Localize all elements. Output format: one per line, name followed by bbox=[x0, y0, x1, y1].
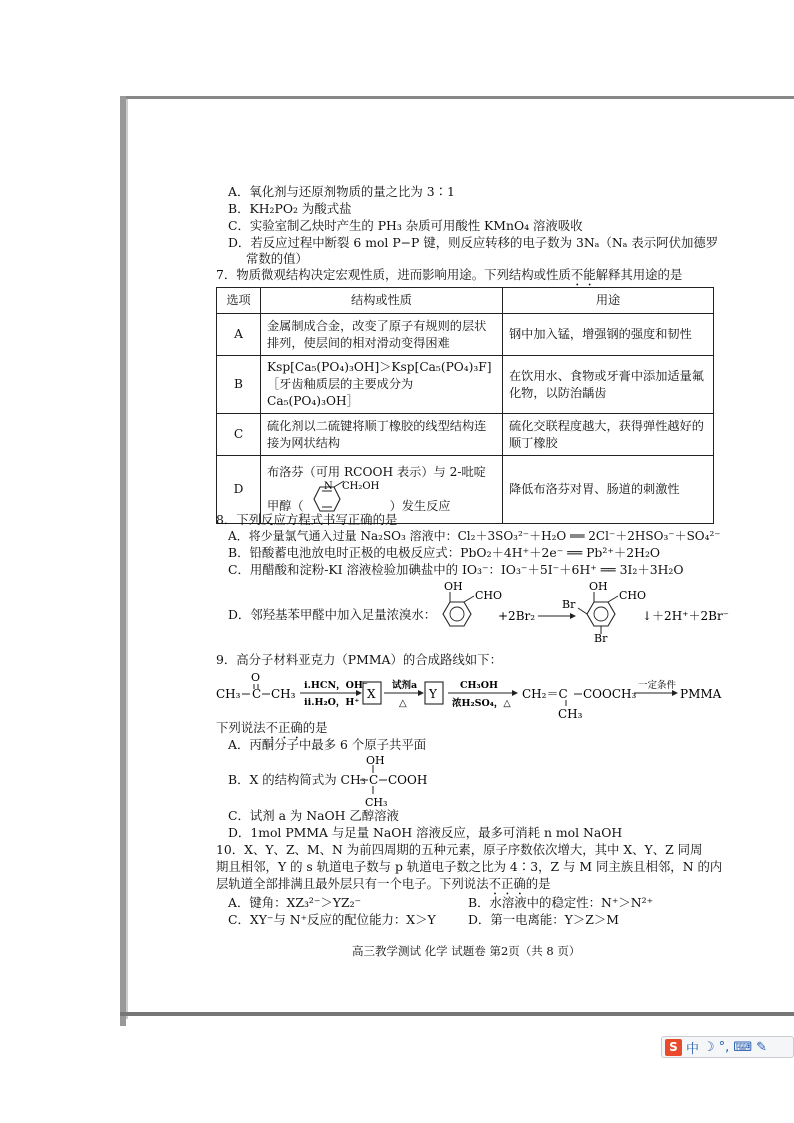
q7-row-a-option: A bbox=[217, 314, 261, 356]
q9-option-b bbox=[228, 772, 366, 788]
ime-language-toggle[interactable]: 中 bbox=[686, 1041, 700, 1057]
q9-synthesis-route bbox=[214, 668, 724, 720]
monomer-left: CH₂＝C bbox=[522, 687, 568, 701]
monomer-right: COOCH₃ bbox=[583, 687, 637, 701]
q7-row-b-use: 在饮用水、食物或牙膏中添加适量氟化物，以防治龋齿 bbox=[503, 356, 714, 414]
page-footer: 高三教学测试 化学 试题卷 第2页（共 8 页） bbox=[352, 944, 581, 958]
cond4-top: 一定条件 bbox=[638, 680, 677, 691]
q10-option-d: D．第一电离能：Y＞Z＞M bbox=[468, 912, 619, 927]
acetone-carbon: C bbox=[252, 687, 262, 701]
tools-icon[interactable]: ✎ bbox=[756, 1039, 767, 1055]
acetone-oxygen: O bbox=[251, 671, 261, 684]
q9-x-structure bbox=[360, 754, 450, 810]
q7-row-d-struct-line2b: ）发生反应 bbox=[389, 499, 451, 513]
q7-table-header bbox=[217, 288, 714, 314]
reactant-benzene-ring bbox=[443, 602, 471, 626]
product-cho-label: CHO bbox=[619, 589, 647, 602]
q7-stem-suffix: 解释其用途的是 bbox=[595, 267, 683, 282]
intermediate-x: X bbox=[367, 687, 376, 701]
q8-option-b: B．铅酸蓄电池放电时正极的电极反应式：PbO₂＋4H⁺＋2e⁻ ══ Pb²⁺＋2H₂O bbox=[228, 545, 661, 560]
q7-row-a-struct: 金属制成合金，改变了原子有规则的层状排列，使层间的相对滑动变得困难 bbox=[261, 314, 503, 356]
q7-row-d-struct-line2a: 甲醇（ bbox=[267, 499, 304, 513]
pyridine-ch2oh-label: CH₂OH bbox=[341, 481, 379, 492]
q10-stem-line3-emph: 不正确 bbox=[488, 876, 526, 891]
cond1-bottom: ii.H₂O，H⁺ bbox=[304, 697, 360, 708]
q6-option-d: D．若反应过程中断裂 6 mol P−P 键，则反应转移的电子数为 3Nₐ（Nₐ 表示阿伏加德罗 bbox=[228, 235, 719, 250]
q8-d-reaction bbox=[430, 580, 730, 645]
q8-option-a: A．将少量氯气通入过量 Na₂SO₃ 溶液中：Cl₂＋3SO₃²⁻＋H₂O ══ 2Cl⁻＋2HSO₃⁻＋SO₄²⁻ bbox=[228, 529, 721, 543]
q6-option-b: B．KH₂PO₂ 为酸式盐 bbox=[228, 201, 352, 216]
punctuation-icon[interactable]: °, bbox=[718, 1039, 730, 1055]
reactant-cho-label: CHO bbox=[475, 589, 503, 602]
pyridine-n-label: N bbox=[323, 481, 333, 492]
acetone-left: CH₃ bbox=[216, 687, 241, 701]
monomer-methyl: CH₃ bbox=[558, 707, 583, 721]
q7-row-c-use: 硫化交联程度越大，获得弹性越好的顺丁橡胶 bbox=[503, 414, 714, 456]
page-frame-left-inner bbox=[126, 99, 128, 1019]
q7-header-use: 用途 bbox=[503, 288, 714, 314]
cond1-top: i.HCN，OH⁻ bbox=[304, 680, 368, 691]
q7-row-c bbox=[217, 414, 714, 456]
q10-stem-line3-suffix: 的是 bbox=[525, 876, 551, 891]
q9-question-prefix: 下列说法 bbox=[216, 720, 266, 735]
pyridine-methanol-structure bbox=[304, 481, 390, 515]
q8-stem: 8．下列反应方程式书写正确的是 bbox=[216, 512, 398, 527]
q7-stem-prefix: 7．物质微观结构决定宏观性质，进而影响用途。下列结构或性质 bbox=[216, 267, 571, 282]
q7-header-struct: 结构或性质 bbox=[261, 288, 503, 314]
q7-row-d-use: 降低布洛芬对胃、肠道的刺激性 bbox=[503, 456, 714, 524]
q7-row-a-use: 钢中加入锰，增强钢的强度和韧性 bbox=[503, 314, 714, 356]
q9-question-emph: 不正确 bbox=[265, 720, 303, 735]
cond2-bottom: △ bbox=[399, 698, 407, 709]
q7-header-option: 选项 bbox=[217, 288, 261, 314]
ime-toolbar[interactable] bbox=[661, 1036, 794, 1058]
q7-row-c-struct: 硫化剂以二硫键将顺丁橡胶的线型结构连接为网状结构 bbox=[261, 414, 503, 456]
q6-option-c: C．实验室制乙炔时产生的 PH₃ 杂质可用酸性 KMnO₄ 溶液吸收 bbox=[228, 218, 583, 233]
x-structure-cooh: COOH bbox=[388, 773, 428, 787]
x-structure-ch3: CH₃ bbox=[365, 796, 388, 809]
q7-row-d-option: D bbox=[217, 456, 261, 524]
q6-option-a: A．氧化剂与还原剂物质的量之比为 3∶1 bbox=[228, 184, 455, 199]
cond3-top: CH₃OH bbox=[460, 680, 498, 691]
q10-option-a: A．键角：XZ₃²⁻＞YZ₂⁻ bbox=[228, 895, 362, 910]
q7-table bbox=[216, 287, 714, 524]
q8-option-d-prefix: D．邻羟基苯甲醛中加入足量浓溴水： bbox=[228, 607, 437, 622]
q10-stem-line1: 10．X、Y、Z、M、N 为前四周期的五种元素，原子序数依次增大，其中 X、Y、Z 同周 bbox=[216, 842, 703, 857]
q7-row-d-struct-line1: 布洛芬（可用 RCOOH 表示）与 2-吡啶 bbox=[267, 465, 486, 479]
q7-stem bbox=[216, 267, 682, 289]
x-structure-oh: OH bbox=[366, 754, 385, 767]
q9-question-suffix: 的是 bbox=[302, 720, 328, 735]
moon-icon[interactable]: ☽ bbox=[703, 1039, 715, 1055]
cond2-top: 试剂a bbox=[392, 680, 418, 691]
q9-option-a: A．丙酮分子中最多 6 个原子共平面 bbox=[228, 737, 427, 752]
product-oh-label: OH bbox=[589, 580, 608, 593]
q10-option-c: C．XY⁻与 N⁺反应的配位能力：X＞Y bbox=[228, 912, 436, 927]
product-pmma: PMMA bbox=[680, 687, 722, 701]
sogou-logo-icon[interactable]: S bbox=[665, 1039, 682, 1056]
acetone-right: CH₃ bbox=[271, 687, 296, 701]
keyboard-icon[interactable]: ⌨ bbox=[733, 1039, 753, 1055]
product-byproducts: ↓＋2H⁺＋2Br⁻ bbox=[642, 609, 730, 623]
q10-stem-line2: 期且相邻，Y 的 s 轨道电子数与 p 轨道电子数之比为 4∶3，Z 与 M 同主族且相邻，N 的内 bbox=[216, 859, 723, 874]
x-structure-carbon: C bbox=[369, 773, 379, 787]
q7-row-a bbox=[217, 314, 714, 356]
q7-row-b bbox=[217, 356, 714, 414]
product-benzene-ring bbox=[587, 602, 615, 626]
reactant-br2-label: +2Br₂ bbox=[498, 609, 536, 623]
q9-stem: 9．高分子材料亚克力（PMMA）的合成路线如下： bbox=[216, 652, 502, 667]
q7-row-b-option: B bbox=[217, 356, 261, 414]
q7-row-b-struct: Ksp[Ca₅(PO₄)₃OH]＞Ksp[Ca₅(PO₄)₃F]［牙齿釉质层的主要成分为 Ca₅(PO₄)₃OH］ bbox=[261, 356, 503, 414]
q8-option-c: C．用醋酸和淀粉-KI 溶液检验加碘盐中的 IO₃⁻：IO₃⁻＋5I⁻＋6H⁺ ══ 3I₂＋3H₂O bbox=[228, 562, 684, 577]
q9-option-b-prefix: B．X 的结构简式为 CH₃ bbox=[228, 772, 366, 787]
q10-stem-line3-prefix: 层轨道全部排满且最外层只有一个电子。下列说法 bbox=[216, 876, 489, 891]
q7-stem-emph: 不能 bbox=[570, 267, 596, 282]
cond3-bottom: 浓H₂SO₄，△ bbox=[452, 698, 511, 709]
q9-option-c: C．试剂 a 为 NaOH 乙醇溶液 bbox=[228, 808, 399, 823]
q7-row-c-option: C bbox=[217, 414, 261, 456]
page-frame-bottom bbox=[120, 1012, 794, 1016]
q6-option-d-cont: 常数的值） bbox=[246, 251, 308, 266]
page-frame-top bbox=[120, 96, 794, 99]
q9-option-d: D．1mol PMMA 与足量 NaOH 溶液反应，最多可消耗 n mol NaOH bbox=[228, 825, 623, 840]
reactant-oh-label: OH bbox=[444, 580, 463, 593]
intermediate-y: Y bbox=[429, 687, 437, 701]
product-br-bottom: Br bbox=[594, 632, 608, 645]
q10-option-b: B．水溶液中的稳定性：N⁺＞N²⁺ bbox=[468, 895, 654, 910]
product-br-left: Br bbox=[562, 598, 576, 611]
